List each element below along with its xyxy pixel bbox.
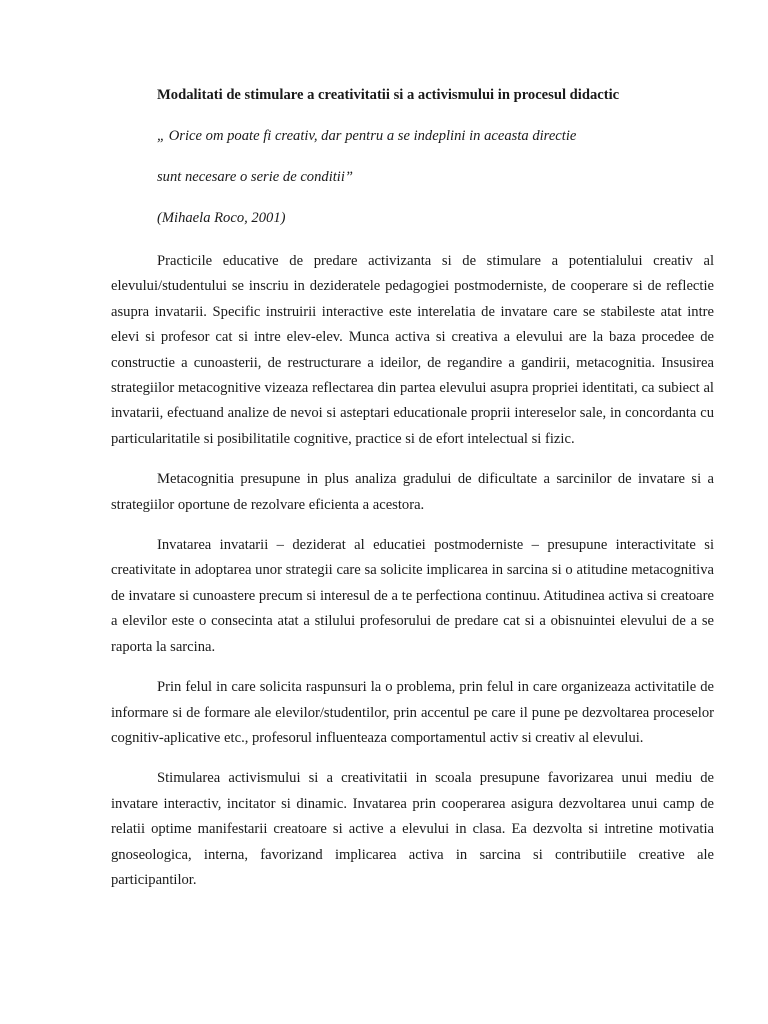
epigraph-line-2: sunt necesare o serie de conditii” (157, 169, 354, 185)
document-title: Modalitati de stimulare a creativitatii si a activismului in procesul didactic (157, 87, 620, 103)
paragraph-3: Invatarea invatarii – deziderat al educatiei postmoderniste – presupune interactivitate si creativitate in adoptarea unor strategii care sa solicite implicarea in sarcina si o atitudine metacognitiva de invatare si cunoastere precum si interesul de a te perfectiona continuu. Atitudinea activa si creatoare a elevilor este o consecinta atat a stilului profesorului de predare cat si a obisnuintei elevului de a se raporta la sarcina. (111, 537, 714, 655)
paragraph-5: Stimularea activismului si a creativitatii in scoala presupune favorizarea unui mediu de invatare interactiv, incitator si dinamic. Invatarea prin cooperarea asigura dezvoltarea unui camp de relatii optime manifestarii creatoare si active a elevului in clasa. Ea dezvolta si intretine motivatia gnoseologica, interna, favorizand implicarea activa in sarcina si contributiile creative ale participantilor. (111, 770, 714, 888)
epigraph-line-1: „ Orice om poate fi creativ, dar pentru a se indeplini in aceasta directie (157, 128, 577, 144)
document-body (111, 84, 714, 893)
paragraph-2: Metacognitia presupune in plus analiza gradului de dificultate a sarcinilor de invatare si a strategiilor oportune de rezolvare eficienta a acestora. (111, 471, 714, 513)
paragraph-1: Practicile educative de predare activizanta si de stimulare a potentialului creativ al elevului/studentului se inscriu in dezideratele pedagogiei postmoderniste, de cooperare si de reflectie asupra invatarii. Specific instruirii interactive este interelatia de invatare care se stabileste atat intre elevi si profesor cat si intre elev-elev. Munca activa si creativa a elevului are la baza procedee de constructie a cunoasterii, de restructurare a ideilor, de regandire a gandirii, metacognitia. Insusirea strategiilor metacognitive vizeaza reflectarea din partea elevului asupra propriei identitati, ca subiect al invatarii, efectuand analize de nevoi si asteptari educationale proprii intereselor sale, in concordanta cu particularitatile si posibilitatile cognitive, practice si de efort intelectual si fizic. (111, 253, 714, 447)
epigraph-attribution: (Mihaela Roco, 2001) (157, 210, 286, 226)
paragraph-4: Prin felul in care solicita raspunsuri la o problema, prin felul in care organizeaza activitatile de informare si de formare ale elevilor/studentilor, prin accentul pe care il pune pe dezvoltarea proceselor cognitiv-aplicative etc., profesorul influenteaza comportamentul activ si creativ al elevului. (111, 679, 714, 746)
